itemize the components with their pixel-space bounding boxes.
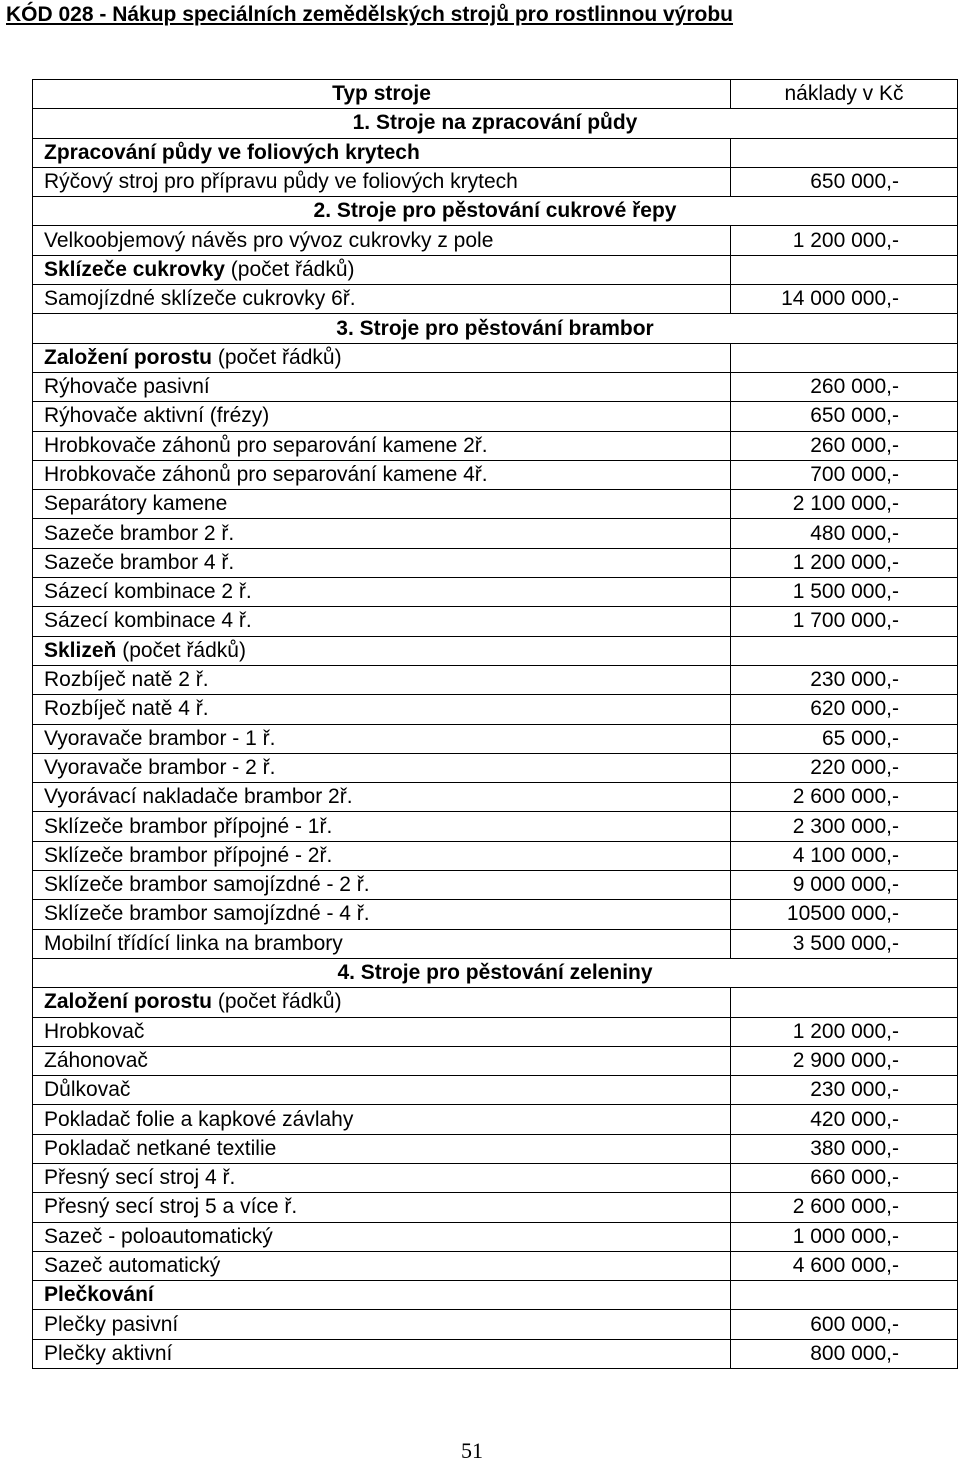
cost-value-text: 65 000,- [821,726,899,750]
cost-value-text: 1 200 000,- [792,550,899,574]
cost-value [731,607,958,636]
cost-value-text: 2 300 000,- [792,814,899,838]
cost-value [731,1134,958,1163]
cost-value [731,1017,958,1046]
cost-value-text: 260 000,- [810,433,899,457]
group-heading-note: (počet řádků) [224,257,355,281]
machine-name: Plečky aktivní [33,1339,731,1368]
cost-value [731,724,958,753]
machine-name: Samojízdné sklízeče cukrovky 6ř. [33,285,731,314]
section-heading-text: 1. Stroje na zpracování půdy [352,111,638,135]
cost-value [731,1076,958,1105]
cost-value [731,372,958,401]
cost-value [731,490,958,519]
group-row [33,138,958,167]
table-row [33,578,958,607]
table-row [33,431,958,460]
machine-name: Vyoravače brambor - 2 ř. [33,753,731,782]
table-row [33,1310,958,1339]
machine-name: Pokladač netkané textilie [33,1134,731,1163]
group-heading-note: (počet řádků) [212,990,342,1014]
empty-cost-cell [731,988,958,1017]
empty-cost-cell [731,343,958,372]
cost-value-text: 230 000,- [810,1078,899,1102]
cost-value-text: 3 500 000,- [792,931,899,955]
machine-name: Sklízeče brambor přípojné - 1ř. [33,812,731,841]
cost-value [731,167,958,196]
machine-name: Hrobkovač [33,1017,731,1046]
page-number: 51 [461,1438,483,1463]
cost-value-text: 650 000,- [810,404,899,428]
group-heading-bold: Založení porostu [44,990,212,1014]
machine-name: Hrobkovače záhonů pro separování kamene 2ř. [33,431,731,460]
machine-name: Sázecí kombinace 2 ř. [33,578,731,607]
section-heading [33,314,958,343]
cost-value [731,871,958,900]
table-row [33,226,958,255]
machine-name: Sklízeče brambor samojízdné - 4 ř. [33,900,731,929]
cost-value [731,402,958,431]
cost-value-text: 380 000,- [810,1136,899,1160]
table-row [33,1134,958,1163]
cost-value [731,900,958,929]
table-row [33,1222,958,1251]
cost-value-text: 9 000 000,- [792,873,899,897]
table-row [33,1193,958,1222]
section-row [33,197,958,226]
machine-name: Rozbíječ natě 4 ř. [33,695,731,724]
machine-name: Přesný secí stroj 5 a více ř. [33,1193,731,1222]
cost-value [731,519,958,548]
table-row [33,167,958,196]
section-row [33,109,958,138]
cost-value-text: 4 100 000,- [792,843,899,867]
machine-name: Plečky pasivní [33,1310,731,1339]
table-row [33,841,958,870]
cost-value-text: 650 000,- [810,170,899,194]
cost-value-text: 260 000,- [810,375,899,399]
cost-value [731,812,958,841]
cost-value [731,1193,958,1222]
cost-value-text: 1 200 000,- [792,228,899,252]
cost-value-text: 1 500 000,- [792,580,899,604]
table-row [33,460,958,489]
machine-name: Rozbíječ natě 2 ř. [33,665,731,694]
machine-name: Sázecí kombinace 4 ř. [33,607,731,636]
table-row [33,1251,958,1280]
section-heading [33,109,958,138]
machine-name: Sazeč automatický [33,1251,731,1280]
group-heading [33,1281,731,1310]
machine-name: Rýhovače pasivní [33,372,731,401]
machine-name: Rýčový stroj pro přípravu půdy ve foliových krytech [33,167,731,196]
machine-name: Mobilní třídící linka na brambory [33,929,731,958]
cost-value [731,929,958,958]
group-heading [33,343,731,372]
header-machine-type: Typ stroje [33,80,731,109]
machine-name: Sazeč - poloautomatický [33,1222,731,1251]
table-row [33,548,958,577]
table-row [33,402,958,431]
group-row [33,343,958,372]
cost-value [731,1046,958,1075]
cost-value-text: 10500 000,- [786,902,899,926]
group-heading-bold: Zpracování půdy ve foliových krytech [44,140,420,164]
group-row [33,636,958,665]
table-header-row [33,80,958,109]
page-title: KÓD 028 - Nákup speciálních zemědělských strojů pro rostlinnou výrobu [6,3,734,26]
table-row [33,1105,958,1134]
cost-value [731,460,958,489]
cost-value-text: 4 600 000,- [792,1254,899,1278]
group-heading-note: (počet řádků) [212,345,342,369]
machine-name: Záhonovač [33,1046,731,1075]
table-row [33,372,958,401]
machine-cost-table [32,79,958,1369]
table-row [33,1017,958,1046]
cost-value-text: 230 000,- [810,668,899,692]
cost-value [731,841,958,870]
machine-name: Důlkovač [33,1076,731,1105]
table-row [33,519,958,548]
table-row [33,812,958,841]
cost-value-text: 620 000,- [810,697,899,721]
section-heading-text: 3. Stroje pro pěstování brambor [336,316,654,340]
cost-value-text: 2 600 000,- [792,1195,899,1219]
cost-value-text: 220 000,- [810,755,899,779]
group-row [33,988,958,1017]
table-row [33,753,958,782]
cost-value-text: 700 000,- [810,463,899,486]
cost-value [731,1310,958,1339]
cost-value [731,783,958,812]
table-row [33,1163,958,1192]
cost-value [731,1105,958,1134]
group-row [33,1281,958,1310]
cost-value-text: 420 000,- [810,1107,899,1131]
group-heading-bold: Sklízeče cukrovky [44,257,225,281]
machine-name: Separátory kamene [33,490,731,519]
empty-cost-cell [731,1281,958,1310]
group-row [33,255,958,284]
empty-cost-cell [731,255,958,284]
group-heading [33,988,731,1017]
machine-name: Pokladač folie a kapkové závlahy [33,1105,731,1134]
cost-value [731,665,958,694]
table-row [33,1339,958,1368]
section-heading-text: 2. Stroje pro pěstování cukrové řepy [313,199,677,223]
table-row [33,900,958,929]
group-heading [33,138,731,167]
table-row [33,285,958,314]
section-heading [33,197,958,226]
machine-name: Rýhovače aktivní (frézy) [33,402,731,431]
section-heading [33,958,958,987]
cost-value-text: 480 000,- [810,521,899,545]
cost-value [731,1339,958,1368]
cost-value-text: 660 000,- [810,1166,899,1190]
header-cost: náklady v Kč [731,80,958,109]
table-row [33,1076,958,1105]
table-row [33,783,958,812]
group-heading-note: (počet řádků) [116,638,246,662]
machine-name: Sklízeče brambor samojízdné - 2 ř. [33,871,731,900]
table-row [33,695,958,724]
cost-value [731,753,958,782]
cost-value [731,431,958,460]
cost-value [731,285,958,314]
empty-cost-cell [731,636,958,665]
table-row [33,607,958,636]
cost-value [731,1163,958,1192]
machine-name: Vyorávací nakladače brambor 2ř. [33,783,731,812]
cost-value-text: 1 000 000,- [792,1224,899,1248]
table-row [33,724,958,753]
cost-value-text: 800 000,- [810,1341,899,1365]
cost-value-text: 2 900 000,- [792,1048,899,1072]
machine-name: Přesný secí stroj 4 ř. [33,1163,731,1192]
cost-value [731,548,958,577]
cost-value [731,1222,958,1251]
group-heading-bold: Plečkování [44,1283,154,1307]
group-heading-bold: Sklizeň [44,638,117,662]
section-row [33,314,958,343]
cost-value [731,226,958,255]
cost-value-text: 600 000,- [810,1312,899,1336]
empty-cost-cell [731,138,958,167]
group-heading [33,636,731,665]
machine-name: Velkoobjemový návěs pro vývoz cukrovky z pole [33,226,731,255]
cost-value-text: 2 600 000,- [792,785,899,809]
cost-value-text: 2 100 000,- [792,492,899,516]
table-row [33,665,958,694]
group-heading-bold: Založení porostu [44,345,212,369]
machine-name: Sazeče brambor 4 ř. [33,548,731,577]
machine-name: Sazeče brambor 2 ř. [33,519,731,548]
table-row [33,871,958,900]
table-row [33,929,958,958]
cost-value-text: 1 700 000,- [792,609,899,633]
section-row [33,958,958,987]
group-heading [33,255,731,284]
machine-name: Vyoravače brambor - 1 ř. [33,724,731,753]
machine-name: Hrobkovače záhonů pro separování kamene 4ř. [33,460,731,489]
cost-value [731,578,958,607]
cost-value-text: 1 200 000,- [792,1019,899,1043]
cost-value-text: 14 000 000,- [781,287,899,311]
section-heading-text: 4. Stroje pro pěstování zeleniny [337,961,653,985]
cost-value [731,1251,958,1280]
table-row [33,1046,958,1075]
machine-name: Sklízeče brambor přípojné - 2ř. [33,841,731,870]
table-row [33,490,958,519]
cost-value [731,695,958,724]
